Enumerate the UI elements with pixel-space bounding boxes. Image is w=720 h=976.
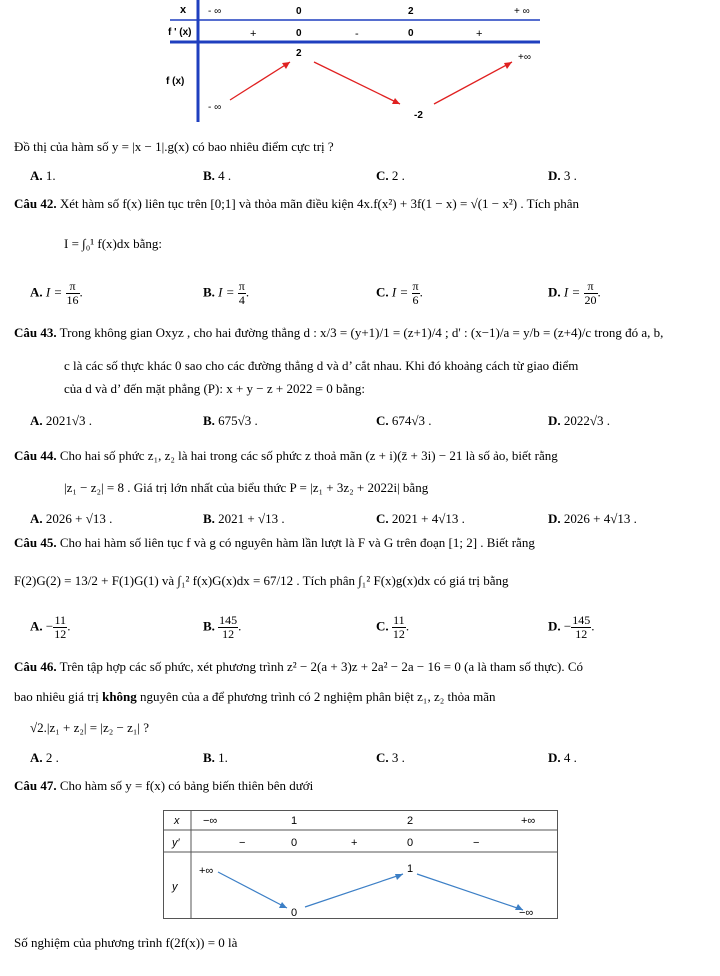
table1-fp-0: + <box>250 28 257 40</box>
table2-x-1: 1 <box>291 815 298 827</box>
q46-line1-text: Trên tập hợp các số phức, xét phương trình z² − 2(a + 3)z + 2a² − 2a − 16 = 0 (a là tham số thực). Có <box>59 659 584 674</box>
q42-a-prefix: I = <box>45 284 63 300</box>
q42-b-label: B. <box>203 284 215 300</box>
q46-b-label: B. <box>203 750 215 765</box>
q46-b-text: 1. <box>218 750 228 765</box>
q44-b-text: 2021 + √13 . <box>218 511 285 526</box>
q42-stem-a: Xét hàm số f(x) liên tục trên [0;1] và thỏa mãn điều kiện 4x.f(x²) + 3f(1 − x) = √(1 − x²) . Tích phân <box>59 196 579 211</box>
q42-c-prefix: I = <box>391 284 409 300</box>
q42-a-label: A. <box>30 284 43 300</box>
q42-a-den: 16 <box>66 293 79 307</box>
q46-label: Câu 46. <box>14 659 57 674</box>
q43-d-text: 2022√3 . <box>563 413 611 428</box>
q45-b-num: 145 <box>219 613 238 627</box>
table1-arrow-down <box>314 62 400 104</box>
table1-fp-1: 0 <box>296 28 302 39</box>
q43-label: Câu 43. <box>14 325 57 340</box>
table1-arrowhead-1 <box>282 62 290 69</box>
q46-option-d <box>548 750 577 766</box>
q43-option-a <box>30 413 92 429</box>
q41-option-c <box>376 168 405 184</box>
q42-c-frac <box>412 280 420 307</box>
q43-line1-text: Trong không gian Oxyz , cho hai đường thẳng d : x/3 = (y+1)/1 = (z+1)/4 ; d' : (x−1)/a = y/b = (z+4)/c trong đó a, b, <box>59 325 664 340</box>
q46-d-label: D. <box>548 750 561 765</box>
variation-table-1 <box>150 0 550 124</box>
q46-option-a <box>30 750 59 766</box>
q44-line2: |z₁ − z₂| = 8 . Giá trị lớn nhất của biểu thức P = |z₁ + 3z₂ + 2022i| bằng <box>64 480 429 495</box>
q42-d-num: π <box>584 280 598 294</box>
q45-option-b: B. $\frac{145}{12}$ . <box>203 613 242 641</box>
q45-c-label: C. <box>376 618 389 634</box>
table1-x-1: 0 <box>296 6 302 17</box>
q43-line1 <box>14 325 663 341</box>
q46-a-text: 2 . <box>45 750 59 765</box>
q44-line1-text: Cho hai số phức z₁, z₂ là hai trong các số phức z thoả mãn (z + i)(z̄ + 3i) − 21 là số ảo, biết rằng <box>59 448 558 463</box>
q41-stem: Đồ thị của hàm số y = |x − 1|.g(x) có bao nhiêu điểm cực trị ? <box>14 139 334 154</box>
q47-final: Số nghiệm của phương trình f(2f(x)) = 0 là <box>14 935 238 950</box>
q45-b-label: B. <box>203 618 215 634</box>
q44-c-text: 2021 + 4√13 . <box>391 511 465 526</box>
q41-b-text: 4 . <box>218 168 232 183</box>
table2-y-peak: 1 <box>407 863 414 875</box>
q42-stem-b: I = ∫₀¹ f(x)dx bằng: <box>64 236 163 251</box>
table1-fp-3: 0 <box>408 28 414 39</box>
q45-line2: F(2)G(2) = 13/2 + F(1)G(1) và ∫₁² f(x)G(x)dx = 67/12 . Tích phân ∫₁² F(x)g(x)dx có giá trị bằng <box>14 573 509 588</box>
q42-d-label: D. <box>548 284 561 300</box>
q45-d-den: 12 <box>575 627 588 641</box>
q42-b-prefix: I = <box>218 284 235 300</box>
table1-x-2: 2 <box>408 6 414 17</box>
q44-a-text: 2026 + √13 . <box>45 511 113 526</box>
table1-f-peak: 2 <box>296 48 302 59</box>
q45-a-frac <box>53 614 67 641</box>
q42-line1 <box>14 196 579 212</box>
q41-d-text: 3 . <box>563 168 577 183</box>
table1-x-label: x <box>180 4 187 16</box>
q45-c-frac <box>392 614 406 641</box>
table1-fp-label: f ' (x) <box>168 27 192 38</box>
q45-a-label: A. <box>30 618 43 634</box>
table2-x-3: +∞ <box>521 815 536 827</box>
q43-c-label: C. <box>376 413 389 428</box>
variation-table-2 <box>163 810 559 920</box>
table2-y-label: y <box>172 881 178 893</box>
table1-fp-4: + <box>476 28 483 40</box>
q45-option-c: C. $\frac{11}{12}$ . <box>376 613 410 641</box>
q43-a-text: 2021√3 . <box>45 413 93 428</box>
q45-option-d: D. − $\frac{145}{12}$ . <box>548 613 595 641</box>
q45-c-num: 11 <box>393 613 405 627</box>
q44-a-label: A. <box>30 511 43 526</box>
q45-label: Câu 45. <box>14 535 57 550</box>
q47-line1 <box>14 778 313 794</box>
table2-arrowhead-2 <box>395 874 403 880</box>
q44-line1 <box>14 448 558 464</box>
q45-a-sign: − <box>45 618 54 634</box>
q45-a-num: 11 <box>54 613 67 627</box>
table2-yp-1: 0 <box>291 837 298 849</box>
q46-line1 <box>14 659 583 675</box>
q45-d-frac <box>571 614 591 641</box>
q43-b-label: B. <box>203 413 215 428</box>
q45-b-den: 12 <box>222 627 235 641</box>
table1-f-trough: -2 <box>414 110 423 121</box>
q41-option-b <box>203 168 231 184</box>
q42-d-frac <box>584 280 598 307</box>
q42-a-num: π <box>66 280 80 294</box>
q42-option-d: D. I = $\frac{\pi}{20}$ . <box>548 279 601 307</box>
table2-yp-4: − <box>473 837 480 849</box>
q42-d-prefix: I = <box>563 284 581 300</box>
q41-option-a <box>30 168 56 184</box>
q41-a-text: 1. <box>45 168 56 183</box>
q46-line2-c: nguyên của a để phương trình có 2 nghiệm phân biệt z₁, z₂ thỏa mãn <box>136 689 496 704</box>
table2-yp-0: − <box>239 837 246 849</box>
q42-option-c: C. I = $\frac{\pi}{6}$ . <box>376 279 423 307</box>
table1-arrow-up-2 <box>434 62 512 104</box>
q46-line3: √2.|z₁ + z₂| = |z₂ − z₁| ? <box>30 720 150 735</box>
q42-b-den: 4 <box>238 293 245 307</box>
q45-d-num: 145 <box>572 613 591 627</box>
q43-b-text: 675√3 . <box>218 413 258 428</box>
q41-option-d <box>548 168 577 184</box>
q41-c-label: C. <box>376 168 389 183</box>
q43-line2: c là các số thực khác 0 sao cho các đường thẳng d và d’ cắt nhau. Khi đó khoảng cách từ giao điểm <box>64 358 579 373</box>
table2-y-end: −∞ <box>519 907 534 919</box>
q42-b-num: π <box>238 279 245 293</box>
q43-option-c <box>376 413 432 429</box>
q42-option-b: B. I = $\frac{\pi}{4}$ . <box>203 279 250 307</box>
table2-arrow-down-2 <box>417 874 523 910</box>
table2-arrow-down-1 <box>218 872 287 908</box>
q44-c-label: C. <box>376 511 389 526</box>
q46-a-label: A. <box>30 750 43 765</box>
q41-d-label: D. <box>548 168 561 183</box>
q46-d-text: 4 . <box>563 750 577 765</box>
table2-yp-3: 0 <box>407 837 414 849</box>
table1-x-0: - ∞ <box>208 6 222 17</box>
q41-c-text: 2 . <box>391 168 405 183</box>
table1-fp-2: - <box>355 28 359 40</box>
q45-d-label: D. <box>548 618 561 634</box>
q45-option-a: A. − $\frac{11}{12}$ . <box>30 613 71 641</box>
q44-option-d <box>548 511 637 527</box>
table1-f-label: f (x) <box>166 76 185 87</box>
table1-f-end: +∞ <box>518 52 531 63</box>
q44-option-b <box>203 511 285 527</box>
q43-option-d <box>548 413 610 429</box>
q44-b-label: B. <box>203 511 215 526</box>
q45-c-den: 12 <box>392 627 405 641</box>
q42-c-num: π <box>412 279 419 293</box>
q42-label: Câu 42. <box>14 196 57 211</box>
table1-f-start: - ∞ <box>208 102 222 113</box>
table2-y-trough: 0 <box>291 907 298 919</box>
q43-option-b <box>203 413 258 429</box>
q46-line2-bold: không <box>102 689 137 704</box>
q43-line3: của d và d’ đến mặt phẳng (P): x + y − z + 2022 = 0 bằng: <box>64 381 365 396</box>
q45-d-sign: − <box>563 618 572 634</box>
table2-yp-2: + <box>351 837 358 849</box>
table2-yp-label: y′ <box>172 837 180 849</box>
q44-d-text: 2026 + 4√13 . <box>563 511 637 526</box>
table2-arrow-up <box>305 874 403 907</box>
q42-c-den: 6 <box>412 293 419 307</box>
table1-arrow-up-1 <box>230 62 290 100</box>
table2-border <box>164 811 558 919</box>
q41-b-label: B. <box>203 168 215 183</box>
table2-x-2: 2 <box>407 815 414 827</box>
q45-line1 <box>14 535 535 551</box>
q47-label: Câu 47. <box>14 778 57 793</box>
q42-d-den: 20 <box>584 293 597 307</box>
q44-d-label: D. <box>548 511 561 526</box>
q42-option-a: A. I = $\frac{\pi}{16}$ . <box>30 279 83 307</box>
q47-stem: Cho hàm số y = f(x) có bảng biến thiên bên dưới <box>59 778 314 793</box>
q44-option-a <box>30 511 112 527</box>
q42-b-frac <box>238 280 246 307</box>
q46-option-b <box>203 750 228 766</box>
q46-line2-a: bao nhiêu giá trị <box>14 689 103 704</box>
table2-y-start: +∞ <box>199 865 214 877</box>
q44-label: Câu 44. <box>14 448 57 463</box>
q44-option-c <box>376 511 465 527</box>
q43-a-label: A. <box>30 413 43 428</box>
q43-c-text: 674√3 . <box>391 413 432 428</box>
q45-a-den: 12 <box>54 627 67 641</box>
q45-b-frac <box>218 614 238 641</box>
table1-x-3: + ∞ <box>514 6 530 17</box>
q45-line1-text: Cho hai hàm số liên tục f và g có nguyên hàm lần lượt là F và G trên đoạn [1; 2] . Biết rằng <box>59 535 535 550</box>
table2-x-label: x <box>174 815 180 827</box>
q41-a-label: A. <box>30 168 43 183</box>
q46-line2 <box>14 689 496 705</box>
q46-c-text: 3 . <box>391 750 405 765</box>
q46-option-c <box>376 750 405 766</box>
q43-d-label: D. <box>548 413 561 428</box>
table2-x-0: −∞ <box>203 815 218 827</box>
q42-a-frac <box>66 280 80 307</box>
q42-c-label: C. <box>376 284 389 300</box>
q46-c-label: C. <box>376 750 389 765</box>
